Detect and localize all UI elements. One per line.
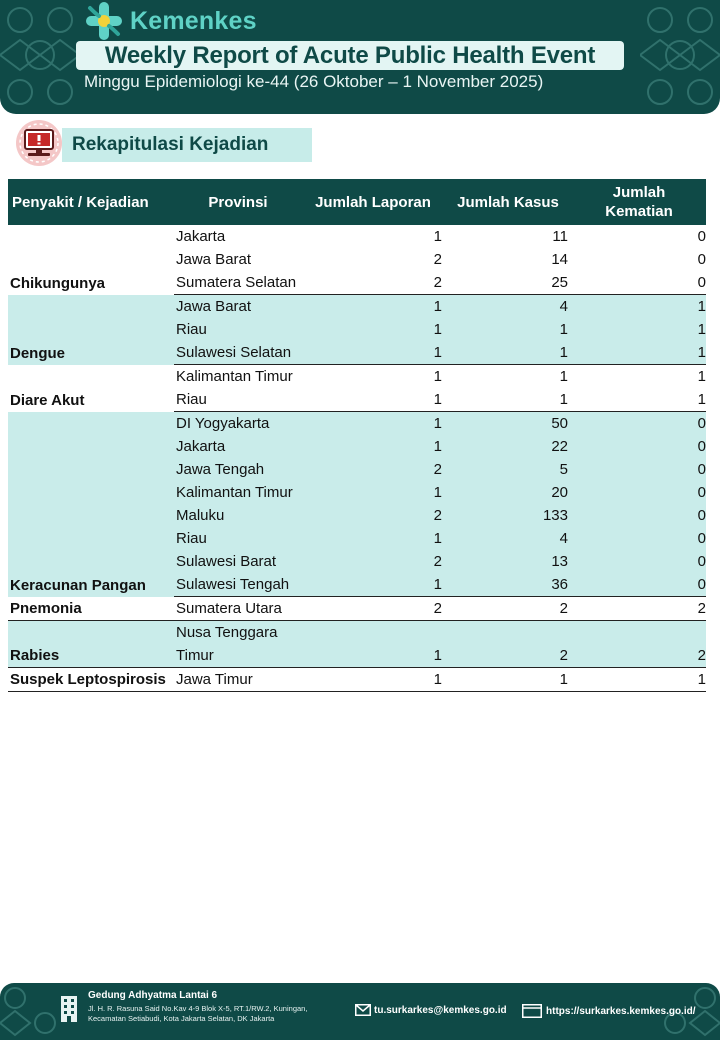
reports-cell: 2 [302, 597, 444, 621]
province-cell: Kalimantan Timur [174, 365, 302, 389]
footer-email[interactable] [355, 1004, 507, 1016]
deaths-cell: 0 [572, 248, 706, 271]
mail-icon [355, 1004, 371, 1016]
cases-cell: 1 [444, 388, 572, 412]
footer-pattern-left [0, 983, 60, 1040]
province-cell: Nusa Tenggara Timur [174, 621, 302, 668]
disease-cell: Rabies [8, 621, 174, 668]
cases-cell: 5 [444, 458, 572, 481]
reports-cell: 1 [302, 318, 444, 341]
deaths-cell: 0 [572, 550, 706, 573]
cases-cell: 4 [444, 295, 572, 319]
footer-address: Jl. H. R. Rasuna Said No.Kav 4-9 Blok X-5, RT.1/RW.2, Kuningan, Kecamatan Setiabudi, Kota Jakarta Selatan, DK Jakarta [88, 1004, 308, 1023]
deaths-cell: 1 [572, 318, 706, 341]
province-cell: Sumatera Selatan [174, 271, 302, 295]
cases-cell: 1 [444, 318, 572, 341]
col-header-deaths-line1: Jumlah [612, 184, 666, 201]
province-cell: Riau [174, 527, 302, 550]
table-row [8, 295, 706, 319]
deaths-cell: 0 [572, 225, 706, 248]
cases-cell: 1 [444, 668, 572, 692]
disease-cell: Dengue [8, 295, 174, 365]
table-row [8, 412, 706, 436]
cases-cell: 25 [444, 271, 572, 295]
cases-cell: 13 [444, 550, 572, 573]
cases-cell: 50 [444, 412, 572, 436]
batik-pattern-right [640, 0, 720, 114]
table-body [8, 225, 706, 692]
brand-name: Kemenkes [130, 6, 257, 35]
deaths-cell: 0 [572, 271, 706, 295]
deaths-cell: 0 [572, 412, 706, 436]
reports-cell: 2 [302, 504, 444, 527]
report-title-box [76, 41, 624, 70]
deaths-cell: 1 [572, 295, 706, 319]
cases-cell: 1 [444, 365, 572, 389]
reports-cell: 1 [302, 621, 444, 668]
section-icon-wrap [14, 118, 64, 168]
deaths-cell: 1 [572, 341, 706, 365]
province-cell: Jakarta [174, 225, 302, 248]
cases-cell: 133 [444, 504, 572, 527]
province-cell: Jawa Barat [174, 295, 302, 319]
disease-cell: Suspek Leptospirosis [8, 668, 174, 692]
col-header-province: Provinsi [174, 179, 302, 225]
col-header-cases: Jumlah Kasus [444, 179, 572, 225]
footer-website-text[interactable]: https://surkarkes.kemkes.go.id/ [546, 1005, 696, 1017]
province-cell: Sumatera Utara [174, 597, 302, 621]
report-header [0, 0, 720, 114]
cases-cell: 4 [444, 527, 572, 550]
reports-cell: 1 [302, 341, 444, 365]
deaths-cell: 2 [572, 597, 706, 621]
province-cell: Jakarta [174, 435, 302, 458]
reports-cell: 1 [302, 225, 444, 248]
cases-cell: 36 [444, 573, 572, 597]
table-row [8, 668, 706, 692]
reports-cell: 1 [302, 388, 444, 412]
reports-cell: 1 [302, 435, 444, 458]
batik-pattern-left [0, 0, 80, 114]
deaths-cell: 0 [572, 435, 706, 458]
reports-cell: 2 [302, 550, 444, 573]
province-cell: Kalimantan Timur [174, 481, 302, 504]
section-title: Rekapitulasi Kejadian [72, 134, 269, 155]
reports-cell: 2 [302, 458, 444, 481]
col-header-disease: Penyakit / Kejadian [8, 179, 174, 225]
province-cell: Riau [174, 388, 302, 412]
cases-cell: 11 [444, 225, 572, 248]
table-header-row [8, 179, 706, 225]
footer-building: Gedung Adhyatma Lantai 6 [88, 990, 218, 1001]
province-cell: Maluku [174, 504, 302, 527]
building-icon [60, 995, 78, 1023]
disease-cell: Pnemonia [8, 597, 174, 621]
reports-cell: 1 [302, 412, 444, 436]
brand [86, 2, 257, 40]
province-cell: Sulawesi Barat [174, 550, 302, 573]
province-cell: Jawa Tengah [174, 458, 302, 481]
deaths-cell: 1 [572, 388, 706, 412]
deaths-cell: 2 [572, 621, 706, 668]
col-header-deaths-line2: Kematian [605, 203, 673, 220]
monitor-alert-icon [14, 118, 64, 168]
reports-cell: 1 [302, 573, 444, 597]
reports-cell: 1 [302, 365, 444, 389]
table-row [8, 225, 706, 248]
table-row [8, 365, 706, 389]
reports-cell: 2 [302, 248, 444, 271]
browser-icon [522, 1004, 542, 1018]
deaths-cell: 1 [572, 365, 706, 389]
reports-cell: 1 [302, 481, 444, 504]
province-cell: DI Yogyakarta [174, 412, 302, 436]
events-table [8, 179, 706, 692]
cases-cell: 14 [444, 248, 572, 271]
province-cell: Sulawesi Selatan [174, 341, 302, 365]
deaths-cell: 0 [572, 527, 706, 550]
reports-cell: 1 [302, 295, 444, 319]
cases-cell: 20 [444, 481, 572, 504]
cases-cell: 1 [444, 341, 572, 365]
disease-cell: Chikungunya [8, 225, 174, 295]
footer-website[interactable] [522, 1004, 696, 1018]
reports-cell: 2 [302, 271, 444, 295]
deaths-cell: 0 [572, 481, 706, 504]
disease-cell: Keracunan Pangan [8, 412, 174, 597]
province-cell: Jawa Barat [174, 248, 302, 271]
cases-cell: 22 [444, 435, 572, 458]
deaths-cell: 0 [572, 504, 706, 527]
kemenkes-logo-icon [86, 2, 122, 40]
deaths-cell: 1 [572, 668, 706, 692]
col-header-deaths [572, 179, 706, 225]
report-footer [0, 983, 720, 1040]
deaths-cell: 0 [572, 458, 706, 481]
col-header-reports: Jumlah Laporan [302, 179, 444, 225]
report-title: Weekly Report of Acute Public Health Event [104, 41, 596, 69]
footer-email-text[interactable]: tu.surkarkes@kemkes.go.id [374, 1004, 507, 1016]
province-cell: Jawa Timur [174, 668, 302, 692]
cases-cell: 2 [444, 621, 572, 668]
deaths-cell: 0 [572, 573, 706, 597]
reports-cell: 1 [302, 668, 444, 692]
province-cell: Riau [174, 318, 302, 341]
table-row [8, 621, 706, 668]
cases-cell: 2 [444, 597, 572, 621]
province-cell: Sulawesi Tengah [174, 573, 302, 597]
reports-cell: 1 [302, 527, 444, 550]
table-row [8, 597, 706, 621]
report-subtitle: Minggu Epidemiologi ke-44 (26 Oktober – 1 November 2025) [84, 72, 544, 91]
disease-cell: Diare Akut [8, 365, 174, 412]
